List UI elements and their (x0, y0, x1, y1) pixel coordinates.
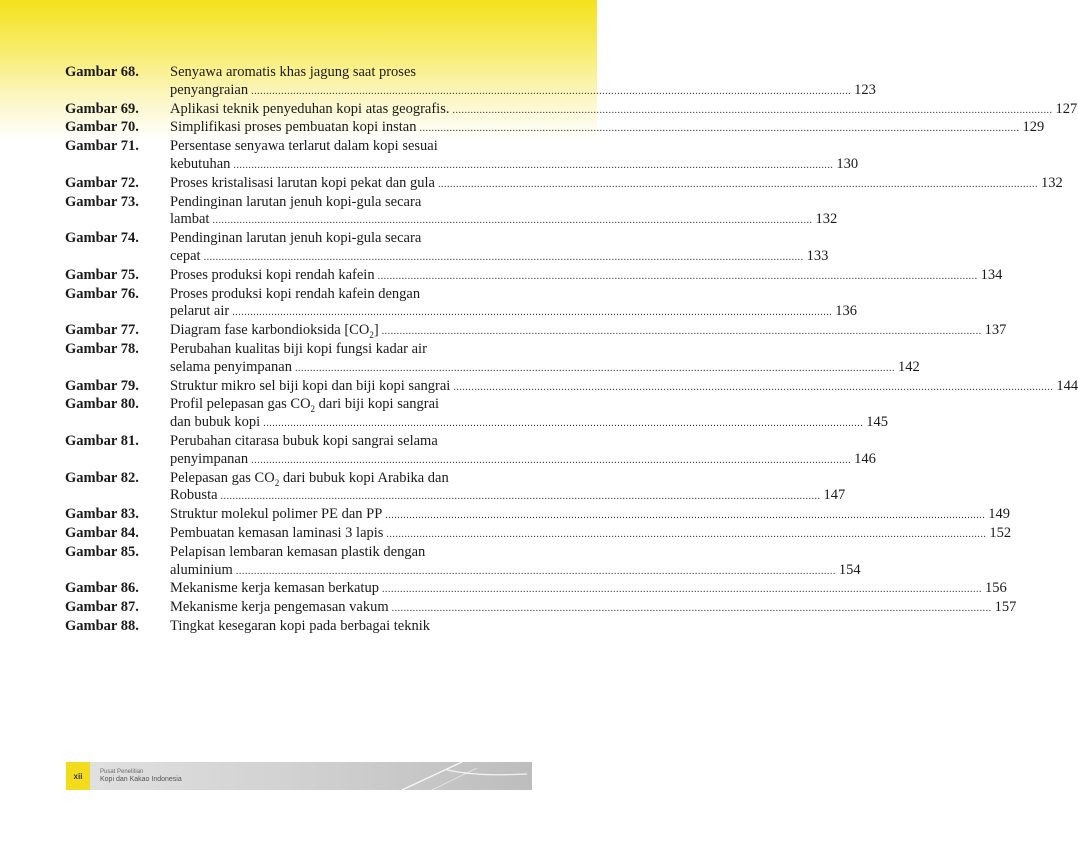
title-segment: Struktur mikro sel biji kopi dan biji kopi sangrai (170, 377, 451, 394)
figure-title-text (170, 175, 435, 193)
figure-title (170, 524, 1012, 544)
figure-title-line (170, 81, 876, 101)
figure-title-text (170, 433, 438, 451)
figure-title-line (170, 470, 527, 488)
toc-entry (65, 322, 1007, 341)
figure-label: Gambar 71. (65, 138, 139, 155)
title-segment: Pelapisan lembaran kemasan plastik dengan (170, 543, 426, 560)
figure-label: Gambar 70. (65, 119, 139, 136)
toc-entry (65, 543, 861, 581)
toc-entry (65, 285, 857, 323)
page-ref: 144 (1056, 377, 1078, 394)
page-ref: 149 (988, 506, 1011, 523)
figure-title (170, 230, 829, 267)
page-ref: 132 (815, 211, 838, 228)
leader-dots: ........................................................................................................................................................................................................ (419, 123, 1020, 135)
leader-dots: ........................................................................................................................................................................................................ (232, 307, 833, 319)
leader-dots: ........................................................................................................................................................................................................ (295, 362, 895, 374)
subscript: 2 (369, 330, 374, 341)
leader-dots: ........................................................................................................................................................................................................ (386, 528, 987, 540)
toc-entry (65, 506, 1011, 525)
title-segment: penyimpanan (170, 450, 249, 467)
title-segment: Mekanisme kerja pengemasan vakum (170, 599, 389, 616)
leader-dots: ........................................................................................................................................................................................................ (263, 418, 864, 430)
page-ref: 132 (1040, 174, 1063, 191)
figure-title-line (170, 266, 1003, 286)
page-footer (66, 762, 532, 790)
figure-title-line (170, 174, 1063, 194)
figure-label: Gambar 73. (65, 193, 139, 210)
figure-title-line (170, 396, 527, 414)
toc-entry (65, 396, 888, 433)
figure-title (170, 322, 1007, 341)
figure-title-text (170, 248, 201, 266)
page-ref: 156 (984, 580, 1007, 597)
toc-entry (65, 193, 838, 231)
figure-title (170, 396, 888, 433)
leader-dots: ........................................................................................................................................................................................................ (381, 326, 982, 338)
figure-title-line (170, 138, 527, 156)
title-segment: Pendinginan larutan jenuh kopi-gula secara (170, 193, 422, 210)
toc-entry (65, 138, 859, 175)
page-ref: 154 (838, 561, 861, 578)
leader-dots: ........................................................................................................................................................................................................ (453, 381, 1054, 393)
title-segment: aluminium (170, 561, 233, 578)
figure-label: Gambar 75. (65, 266, 139, 283)
figure-title-text (170, 487, 218, 505)
figure-title (170, 432, 876, 470)
toc-entry (65, 64, 876, 101)
title-segment: Perubahan kualitas biji kopi fungsi kadar air (170, 340, 427, 357)
page-ref: 147 (823, 487, 846, 504)
figure-title-text (170, 506, 382, 524)
leader-dots: ........................................................................................................................................................................................................ (235, 565, 836, 577)
leader-dots: ........................................................................................................................................................................................................ (452, 104, 1053, 116)
subscript: 2 (310, 404, 316, 415)
figure-label: Gambar 74. (65, 230, 139, 247)
footer-decoration-icon (392, 762, 532, 790)
title-segment: Robusta (170, 487, 218, 504)
page-ref: 152 (989, 524, 1012, 541)
title-segment: cepat (170, 247, 201, 264)
figure-label: Gambar 86. (65, 580, 139, 597)
title-segment: Mekanisme kerja kemasan berkatup (170, 580, 379, 597)
title-segment: dan bubuk kopi (170, 414, 261, 431)
figure-title-line (170, 524, 1012, 544)
figure-title-line (170, 211, 838, 230)
title-segment: selama penyimpanan (170, 358, 292, 375)
figure-title-line (170, 618, 527, 636)
list-of-figures (65, 64, 1078, 636)
figure-title-text (170, 303, 229, 321)
figure-title-line (170, 303, 857, 322)
figure-title (170, 64, 876, 101)
figure-label: Gambar 76. (65, 285, 139, 302)
figure-title (170, 580, 1007, 599)
page-ref: 157 (994, 599, 1017, 616)
figure-title (170, 506, 1011, 525)
figure-title-text (170, 562, 233, 580)
figure-title-line (170, 100, 1078, 120)
figure-title (170, 100, 1078, 120)
figure-title-line (170, 433, 527, 451)
leader-dots: ........................................................................................................................................................................................................ (220, 491, 821, 503)
figure-label: Gambar 69. (65, 100, 139, 117)
figure-title (170, 618, 527, 636)
page-ref: 137 (984, 322, 1007, 339)
figure-title-text (170, 322, 379, 340)
title-segment: Pembuatan kemasan laminasi 3 lapis (170, 524, 384, 541)
figure-label: Gambar 88. (65, 617, 139, 634)
figure-title-text (170, 341, 427, 359)
figure-title-text (170, 359, 292, 377)
figure-title-text (170, 525, 383, 543)
toc-entry (65, 340, 920, 378)
page-ref: 146 (854, 450, 876, 467)
figure-title-line (170, 322, 1007, 341)
toc-entry (65, 599, 1017, 618)
leader-dots: ........................................................................................................................................................................................................ (212, 215, 813, 227)
toc-entry (65, 524, 1012, 544)
toc-entry (65, 580, 1007, 599)
figure-title-text (170, 138, 438, 156)
leader-dots: ........................................................................................................................................................................................................ (377, 270, 978, 282)
figure-title-text (170, 82, 248, 100)
figure-label: Gambar 77. (65, 322, 139, 339)
title-segment: Senyawa aromatis khas jagung saat proses (170, 64, 417, 80)
page-ref: 130 (836, 155, 859, 172)
toc-entry (65, 469, 846, 507)
page-number: xii (66, 762, 90, 790)
figure-title-text (170, 414, 260, 432)
figure-title-text (170, 156, 230, 174)
figure-title (170, 193, 838, 231)
figure-title-line (170, 580, 1007, 599)
figure-title-line (170, 341, 527, 359)
figure-title (170, 377, 1078, 397)
title-segment: Tingkat kesegaran kopi pada berbagai teknik (170, 617, 430, 634)
toc-entry (65, 230, 829, 267)
title-segment: ] (373, 322, 379, 339)
figure-title-text (170, 194, 421, 212)
figure-title-text (170, 64, 416, 82)
title-segment: Diagram fase karbondioksida [CO (170, 322, 370, 339)
title-segment: Proses kristalisasi larutan kopi pekat dan gula (170, 174, 435, 191)
figure-title-line (170, 506, 1011, 525)
figure-title-line (170, 414, 888, 433)
leader-dots: ........................................................................................................................................................................................................ (437, 178, 1038, 190)
figure-title (170, 174, 1063, 194)
figure-label: Gambar 79. (65, 377, 139, 394)
leader-dots: ........................................................................................................................................................................................................ (203, 251, 804, 263)
page-ref: 133 (806, 247, 829, 264)
figure-label: Gambar 78. (65, 340, 139, 357)
figure-title (170, 543, 861, 581)
figure-title-line (170, 450, 876, 470)
figure-label: Gambar 80. (65, 396, 139, 413)
figure-title-text (170, 396, 439, 414)
figure-title-line (170, 155, 859, 175)
figure-title-line (170, 230, 527, 248)
toc-entry (65, 100, 1078, 120)
title-segment: kebutuhan (170, 155, 231, 172)
figure-label: Gambar 84. (65, 524, 139, 541)
title-segment: Proses produksi kopi rendah kafein dengan (170, 285, 421, 302)
figure-label: Gambar 83. (65, 506, 139, 523)
figure-title (170, 469, 846, 507)
figure-title-line (170, 247, 829, 267)
figure-title-text (170, 451, 248, 469)
figure-label: Gambar 72. (65, 174, 139, 191)
page-ref: 142 (898, 358, 920, 375)
page-ref: 127 (1055, 100, 1078, 117)
figure-label: Gambar 81. (65, 432, 139, 449)
title-segment: Pelepasan gas CO (170, 469, 275, 486)
title-segment: dari biji kopi sangrai (315, 396, 440, 413)
figure-title-text (170, 119, 416, 137)
figure-title-text (170, 286, 420, 304)
figure-title-line (170, 64, 527, 82)
figure-title (170, 138, 859, 175)
figure-title-line (170, 358, 920, 378)
leader-dots: ........................................................................................................................................................................................................ (233, 159, 834, 171)
figure-title-line (170, 599, 1017, 618)
figure-title (170, 266, 1003, 286)
publisher-line-2: Kopi dan Kakao Indonesia (100, 776, 182, 783)
toc-entry (65, 377, 1078, 397)
title-segment: Aplikasi teknik penyeduhan kopi atas geografis. (170, 100, 450, 117)
toc-entry (65, 174, 1063, 194)
figure-title-text (170, 599, 389, 617)
figure-label: Gambar 82. (65, 469, 139, 486)
title-segment: Profil pelepasan gas CO (170, 396, 311, 413)
figure-title-text (170, 230, 421, 248)
leader-dots: ........................................................................................................................................................................................................ (391, 603, 992, 615)
figure-title-text (170, 101, 449, 119)
toc-entry (65, 119, 1045, 138)
title-segment: lambat (170, 211, 210, 228)
subscript: 2 (274, 477, 280, 488)
leader-dots: ........................................................................................................................................................................................................ (251, 85, 852, 97)
figure-title-line (170, 561, 861, 581)
figure-label: Gambar 87. (65, 599, 139, 616)
figure-title (170, 285, 857, 323)
page-ref: 123 (854, 81, 876, 98)
figure-title-line (170, 194, 527, 212)
figure-title-text (170, 267, 375, 285)
title-segment: penyangraian (170, 81, 249, 98)
toc-entry (65, 266, 1003, 286)
title-segment: dari bubuk kopi Arabika dan (279, 469, 449, 486)
toc-entry (65, 618, 527, 636)
figure-title-line (170, 286, 527, 304)
publisher-name (100, 769, 182, 783)
figure-title-line (170, 119, 1045, 138)
figure-title-text (170, 618, 430, 636)
publisher-line-1: Pusat Penelitian (100, 769, 144, 775)
leader-dots: ........................................................................................................................................................................................................ (381, 584, 982, 596)
figure-title-text (170, 580, 379, 598)
page-ref: 129 (1022, 119, 1045, 136)
title-segment: Pendinginan larutan jenuh kopi-gula secara (170, 230, 422, 247)
title-segment: pelarut air (170, 303, 230, 320)
figure-title-text (170, 470, 449, 488)
figure-label: Gambar 68. (65, 64, 139, 80)
title-segment: Simplifikasi proses pembuatan kopi instan (170, 119, 417, 136)
page-ref: 136 (835, 303, 857, 320)
figure-title-line (170, 487, 846, 506)
page-ref: 145 (866, 414, 888, 431)
page-ref: 134 (980, 266, 1003, 283)
title-segment: Struktur molekul polimer PE dan PP (170, 506, 383, 523)
figure-title (170, 340, 920, 378)
figure-title (170, 119, 1045, 138)
title-segment: Persentase senyawa terlarut dalam kopi sesuai (170, 138, 438, 155)
leader-dots: ........................................................................................................................................................................................................ (251, 454, 852, 466)
figure-title-line (170, 544, 527, 562)
figure-label: Gambar 85. (65, 543, 139, 560)
figure-title-line (170, 377, 1078, 397)
figure-title (170, 599, 1017, 618)
title-segment: Perubahan citarasa bubuk kopi sangrai selama (170, 432, 438, 449)
toc-entry (65, 432, 876, 470)
figure-title-text (170, 544, 425, 562)
title-segment: Proses produksi kopi rendah kafein (170, 266, 375, 283)
figure-title-text (170, 378, 450, 396)
figure-title-text (170, 211, 209, 229)
leader-dots: ........................................................................................................................................................................................................ (385, 510, 986, 522)
